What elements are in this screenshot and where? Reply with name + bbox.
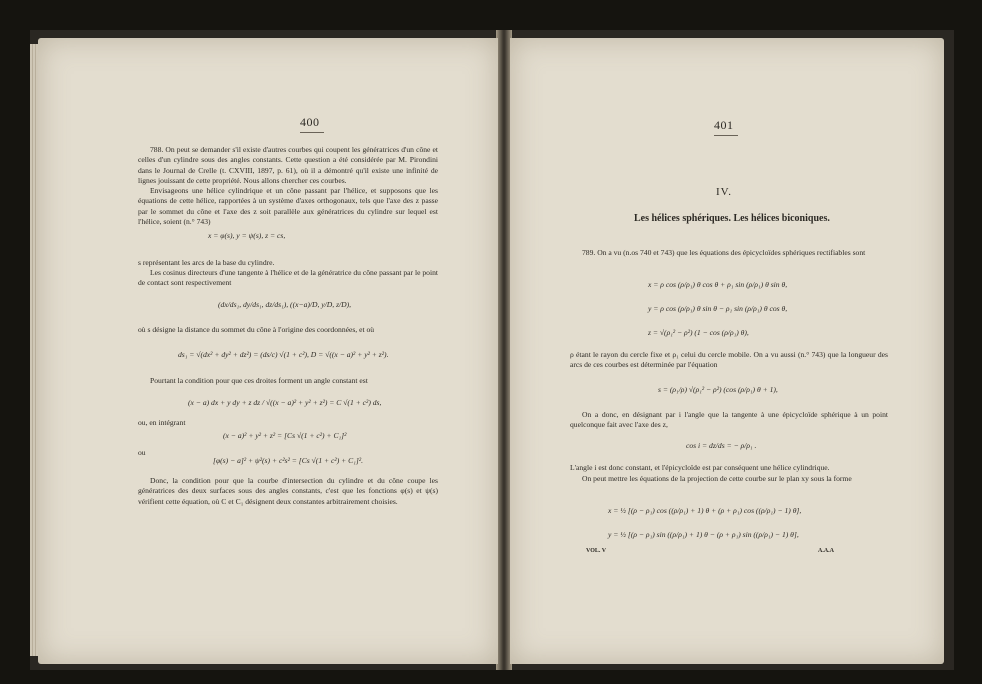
right-paragraph-789: 789. On a vu (n.os 740 et 743) que les équations des épicycloïdes sphériques rectifiables sont <box>582 248 866 257</box>
footer-volume: VOL. V <box>586 548 607 554</box>
right-paragraph-constant: L'angle i est donc constant, et l'épicycloïde est par conséquent une hélice cylindrique. <box>570 463 830 472</box>
left-equation-2: (dx/ds₁, dy/ds₁, dz/ds₁), ((x−a)/D, y/D, z/D), <box>218 300 352 309</box>
right-page <box>510 38 944 664</box>
left-paragraph-788: 788. On peut se demander s'il existe d'autres courbes qui coupent les génératrices d'un cône et celles d'un cylindre sous des angles constants. Cette question a été considérée par M. Pirondini dans le Journal de Crelle (t. CXVIII, 1897, p. 61), où il a démontré qu'il existe une infinité de lignes jouissant de cette propriété. Nous allons chercher ces courbes. <box>138 145 438 186</box>
left-page <box>38 38 498 664</box>
left-paragraph-helix: Envisageons une hélice cylindrique et un cône passant par l'hélice, et supposons que les équations de cette hélice, rapportées à un système d'axes orthogonaux, tels que l'axe des z passe par le sommet du cône et l'axe des z soit parallèle aux génératrices du cylindre sur lequel est l'hélice, soient (n.° 743) <box>138 186 438 227</box>
right-equation-7: y = ½ [(ρ − ρ₁) sin ((ρ/ρ₁) + 1) θ − (ρ + ρ₁) sin ((ρ/ρ₁) − 1) θ], <box>608 530 799 539</box>
right-equation-1: x = ρ cos (ρ/ρ₁) θ cos θ + ρ₁ sin (ρ/ρ₁) θ sin θ, <box>648 280 788 289</box>
left-paragraph-condition: Pourtant la condition pour que ces droites forment un angle constant est <box>150 376 368 385</box>
right-paragraph-projection: On peut mettre les équations de la projection de cette courbe sur le plan xy sous la forme <box>582 474 852 483</box>
left-equation-6: [φ(s) − a]² + ψ²(s) + c²s² = [Cs √(1 + c²) + C₁]². <box>213 456 363 465</box>
left-equation-3: ds₁ = √(dx² + dy² + dz²) = (ds/c) √(1 + c²), D = √((x − a)² + y² + z²). <box>178 350 389 359</box>
right-page-number: 401 <box>714 118 738 136</box>
right-equation-6: x = ½ [(ρ − ρ₁) cos ((ρ/ρ₁) + 1) θ + (ρ + ρ₁) cos ((ρ/ρ₁) − 1) θ], <box>608 506 802 515</box>
right-equation-4: s = (ρ₁/ρ) √(ρ₁² − ρ²) (cos (ρ/ρ₁) θ + 1), <box>658 385 778 394</box>
left-paragraph-conclusion: Donc, la condition pour que la courbe d'intersection du cylindre et du cône coupe les génératrices des deux surfaces sous des angles constants, c'est que les fonctions φ(s) et ψ(s) vérifient cette équation, où C et C₁ désignent deux constantes arbitrairement choisies. <box>138 476 438 506</box>
left-paragraph-or: ou <box>138 448 146 457</box>
section-title: Les hélices sphériques. Les hélices biconiques. <box>634 213 830 224</box>
left-equation-1: x = φ(s), y = ψ(s), z = cs, <box>208 231 286 240</box>
right-paragraph-radius: ρ étant le rayon du cercle fixe et ρ₁ celui du cercle mobile. On a vu aussi (n.° 743) que la longueur des arcs de ces courbes est déterminée par l'équation <box>570 350 888 370</box>
open-book <box>30 30 954 670</box>
left-paragraph-distance: où s désigne la distance du sommet du cône à l'origine des coordonnées, et où <box>138 325 375 334</box>
right-equation-5: cos i = dz/ds = − ρ/ρ₁ . <box>686 441 757 450</box>
left-page-number: 400 <box>300 115 324 133</box>
left-equation-5: (x − a)² + y² + z² = [Cs √(1 + c²) + C₁]² <box>223 431 347 440</box>
right-equation-2: y = ρ cos (ρ/ρ₁) θ sin θ − ρ₁ sin (ρ/ρ₁) θ cos θ, <box>648 304 788 313</box>
right-paragraph-angle: On a donc, en désignant par i l'angle que la tangente à une épicycloïde sphérique à un point quelconque fait avec l'axe des z, <box>570 410 888 430</box>
left-paragraph-arcs: s représentant les arcs de la base du cylindre. <box>138 258 275 267</box>
left-paragraph-cosines: Les cosinus directeurs d'une tangente à l'hélice et de la génératrice du cône passant par le point de contact sont respectivement <box>138 268 438 288</box>
section-roman-numeral: IV. <box>716 186 732 198</box>
footer-signature: A.A.A <box>818 548 834 554</box>
right-equation-3: z = √(ρ₁² − ρ²) (1 − cos (ρ/ρ₁) θ), <box>648 328 749 337</box>
left-paragraph-integrating: ou, en intégrant <box>138 418 186 427</box>
left-equation-4: (x − a) dx + y dy + z dz / √((x − a)² + y² + z²) = C √(1 + c²) ds, <box>188 398 382 407</box>
